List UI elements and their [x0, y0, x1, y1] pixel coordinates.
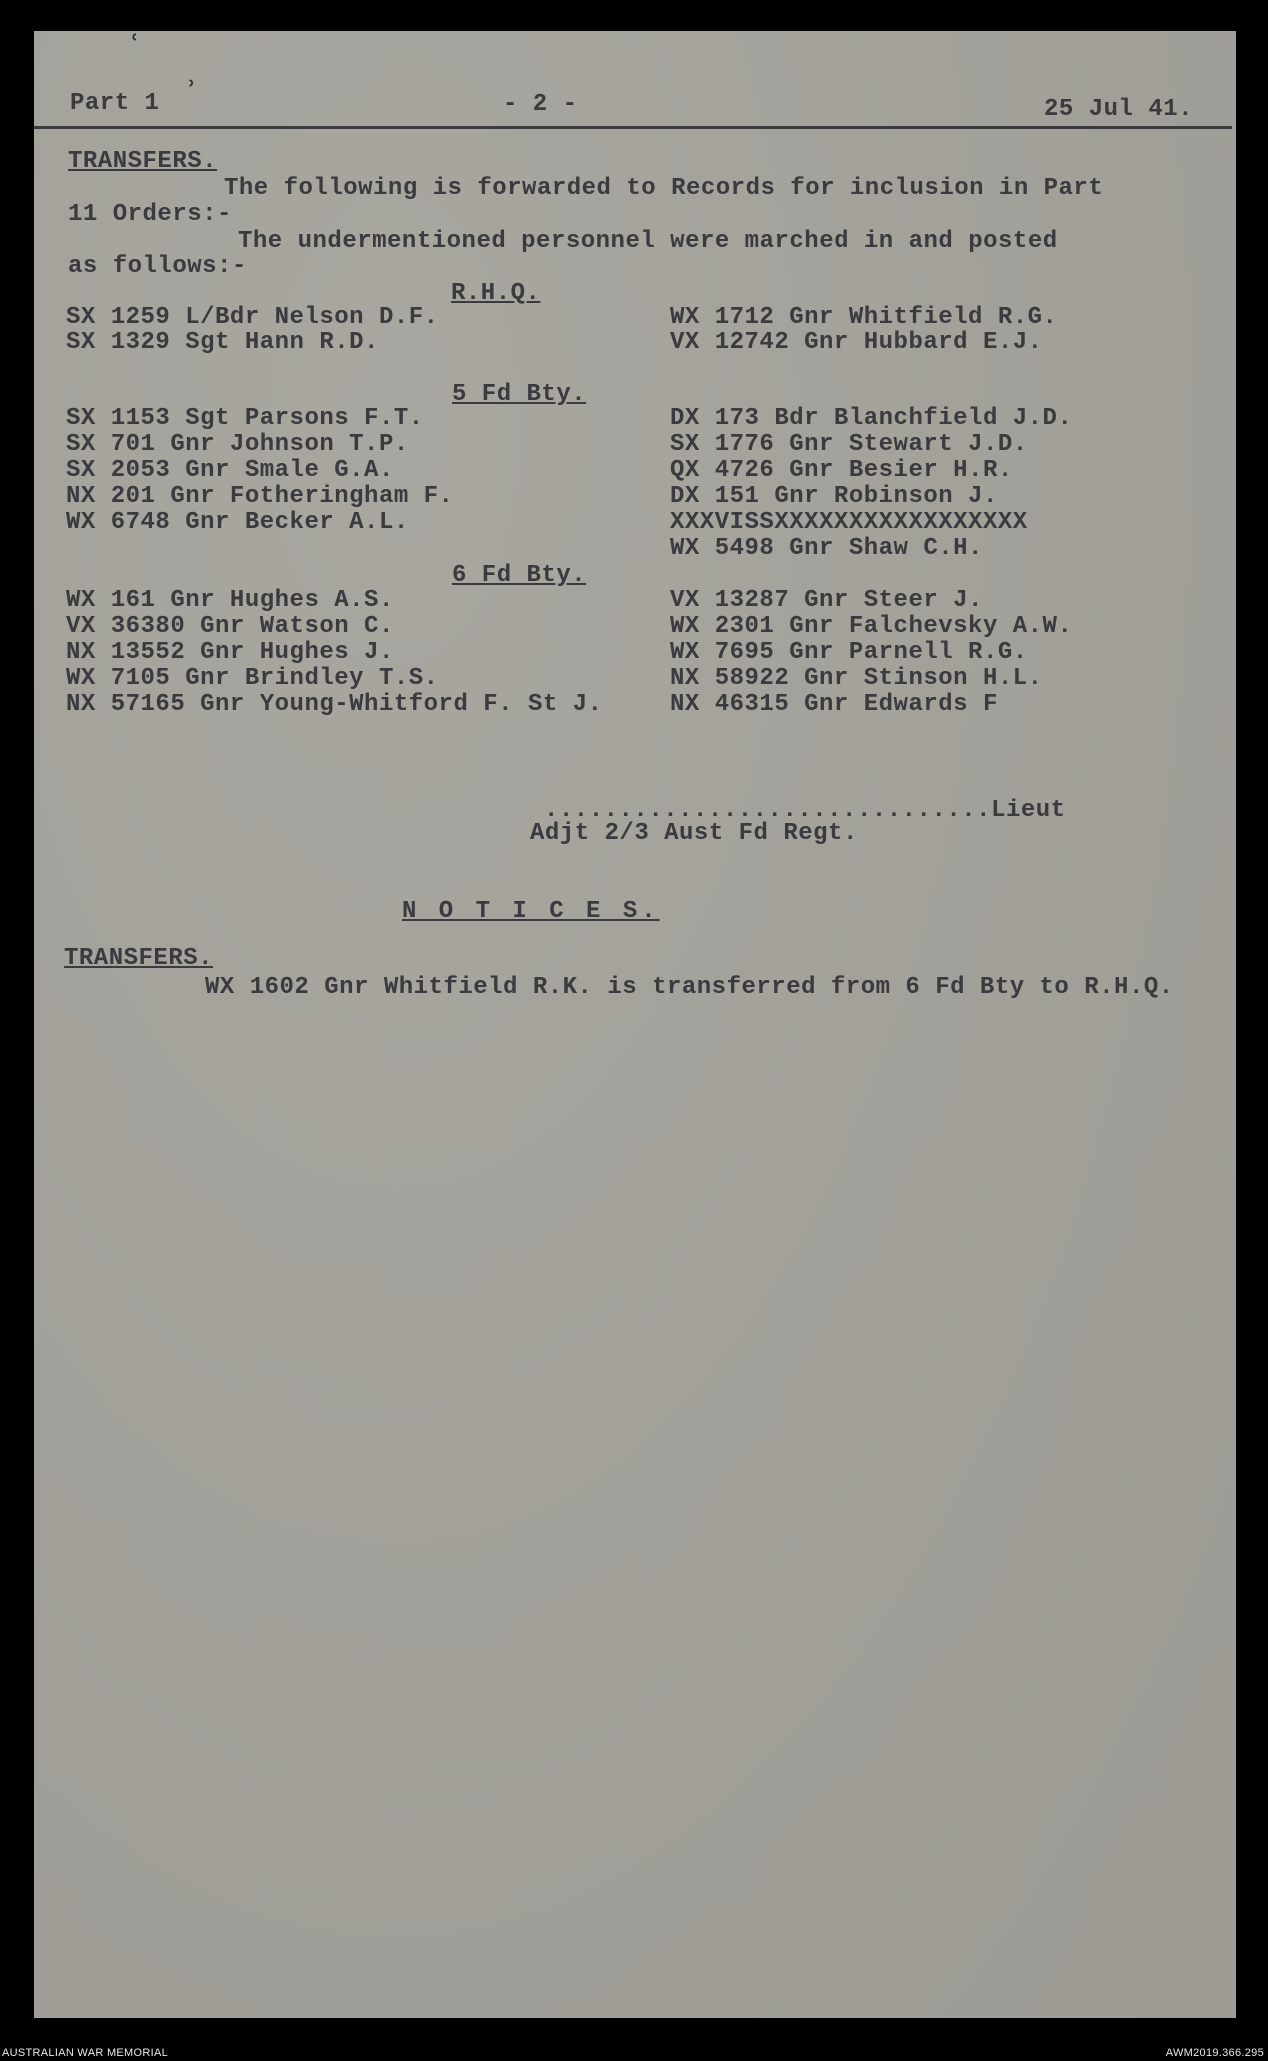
personnel-entry: NX 57165 Gnr Young-Whitford F. St J.	[66, 691, 603, 718]
personnel-entry: VX 13287 Gnr Steer J.	[670, 587, 983, 614]
personnel-entry: WX 7105 Gnr Brindley T.S.	[66, 665, 439, 692]
notices-heading: N O T I C E S.	[402, 898, 660, 925]
personnel-entry: SX 701 Gnr Johnson T.P.	[66, 431, 409, 458]
personnel-entry: SX 1153 Sgt Parsons F.T.	[66, 405, 424, 432]
document-date: 25 Jul 41.	[1044, 96, 1194, 123]
intro-line: The following is forwarded to Records for inclusion in Part	[224, 175, 1104, 202]
personnel-entry: WX 5498 Gnr Shaw C.H.	[670, 535, 983, 562]
notice-line: WX 1602 Gnr Whitfield R.K. is transferred from 6 Fd Bty to R.H.Q.	[205, 974, 1174, 1001]
personnel-entry: NX 58922 Gnr Stinson H.L.	[670, 665, 1043, 692]
personnel-entry: SX 1329 Sgt Hann R.D.	[66, 329, 379, 356]
notices-transfers-heading: TRANSFERS.	[64, 945, 214, 972]
personnel-entry: WX 6748 Gnr Becker A.L.	[66, 509, 409, 536]
personnel-entry: WX 7695 Gnr Parnell R.G.	[670, 639, 1028, 666]
ink-mark: ʿ	[131, 30, 139, 60]
personnel-entry: NX 13552 Gnr Hughes J.	[66, 639, 394, 666]
archive-reference: AWM2019.366.295	[1165, 2047, 1264, 2059]
intro-line: 11 Orders:-	[68, 201, 232, 228]
personnel-entry: XXXVISSXXXXXXXXXXXXXXXXX	[670, 509, 1028, 536]
personnel-entry: SX 2053 Gnr Smale G.A.	[66, 457, 394, 484]
signature-title: Adjt 2/3 Aust Fd Regt.	[530, 820, 858, 847]
group-heading-6-fd-bty: 6 Fd Bty.	[452, 562, 587, 589]
signature-line: ..............................Lieut	[544, 797, 1066, 824]
personnel-entry: QX 4726 Gnr Besier H.R.	[670, 457, 1013, 484]
personnel-entry: DX 173 Bdr Blanchfield J.D.	[670, 405, 1073, 432]
ink-mark: ʾ	[188, 76, 196, 106]
personnel-entry: WX 2301 Gnr Falchevsky A.W.	[670, 613, 1073, 640]
archive-caption: AUSTRALIAN WAR MEMORIAL	[2, 2047, 169, 2059]
personnel-entry: WX 1712 Gnr Whitfield R.G.	[670, 304, 1058, 331]
personnel-entry: NX 201 Gnr Fotheringham F.	[66, 483, 454, 510]
personnel-entry: DX 151 Gnr Robinson J.	[670, 483, 998, 510]
transfers-heading: TRANSFERS.	[68, 148, 218, 175]
personnel-entry: SX 1776 Gnr Stewart J.D.	[670, 431, 1028, 458]
personnel-entry: VX 12742 Gnr Hubbard E.J.	[670, 329, 1043, 356]
part-label: Part 1	[70, 90, 160, 117]
personnel-entry: NX 46315 Gnr Edwards F	[670, 691, 998, 718]
group-heading-rhq: R.H.Q.	[451, 280, 541, 307]
header-rule	[34, 126, 1232, 129]
personnel-entry: VX 36380 Gnr Watson C.	[66, 613, 394, 640]
personnel-entry: SX 1259 L/Bdr Nelson D.F.	[66, 304, 439, 331]
group-heading-5-fd-bty: 5 Fd Bty.	[452, 381, 587, 408]
page-number: - 2 -	[503, 91, 578, 118]
intro-line: The undermentioned personnel were marched in and posted	[238, 228, 1058, 255]
intro-line: as follows:-	[68, 253, 247, 280]
personnel-entry: WX 161 Gnr Hughes A.S.	[66, 587, 394, 614]
